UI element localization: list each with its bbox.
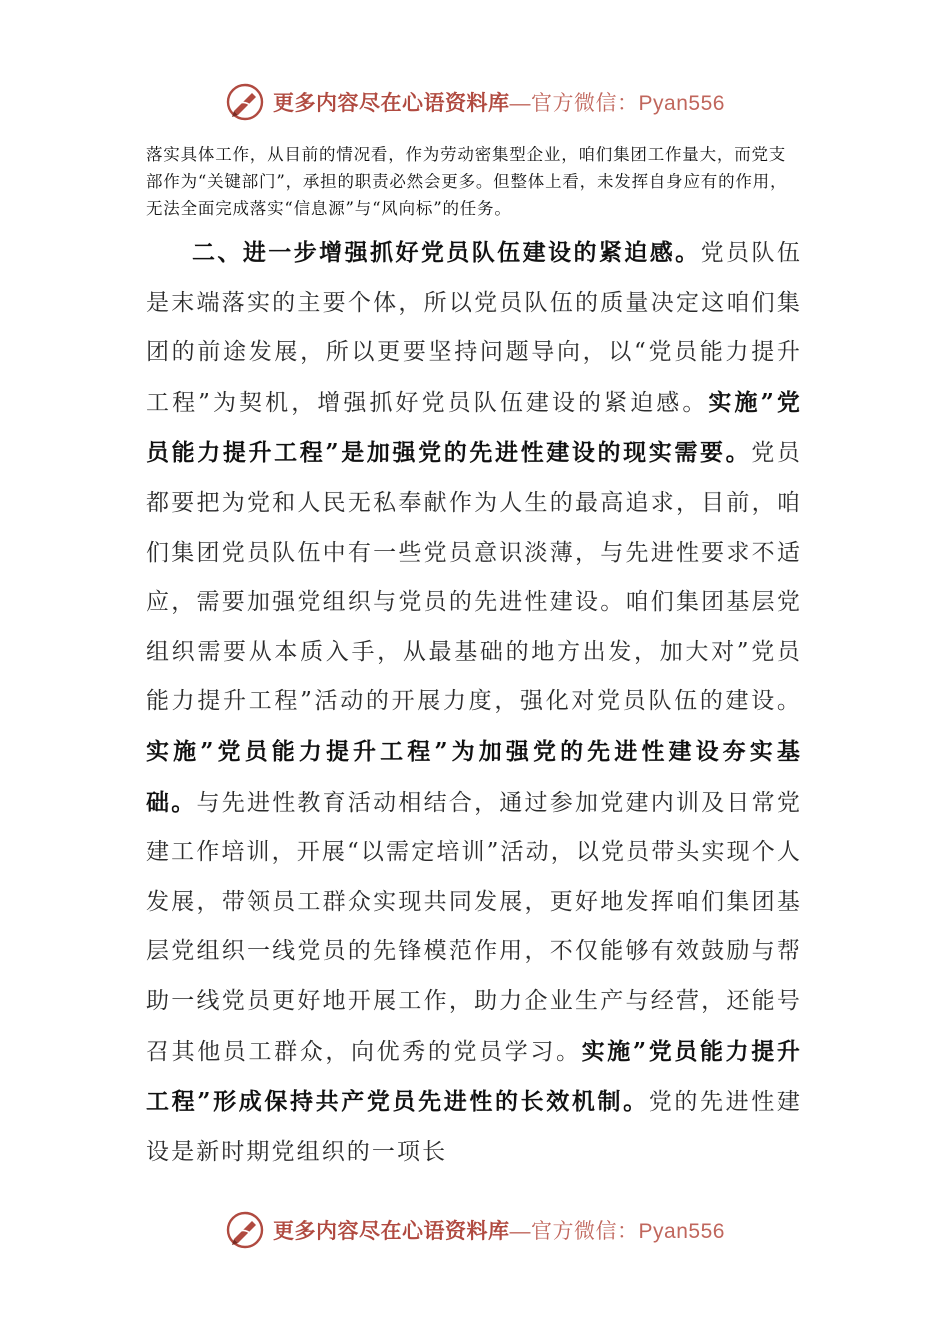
banner-site-text: 更多内容尽在心语资料库 <box>273 1218 510 1243</box>
banner-text <box>273 87 725 117</box>
document-body <box>146 228 802 1177</box>
body-text-1: 党员队伍是末端落实的主要个体，所以党员队伍的质量决定这咱们集团的前途发展，所以更要坚持问题导向，以“党员能力提升工程”为契机，增强抓好党员队伍建设的紧迫感。 <box>146 240 802 416</box>
bold-statement-3: 实施”党员能力提升工程”形成保持共产党员先进性的长效机制。 <box>146 1037 802 1116</box>
banner-contact-text: —官方微信：Pyan556 <box>509 92 725 115</box>
pen-logo-icon <box>225 82 265 122</box>
header-banner <box>0 80 950 124</box>
banner-contact-text: —官方微信：Pyan556 <box>509 1220 725 1243</box>
banner-text <box>273 1215 725 1245</box>
bold-statement-1: 实施”党员能力提升工程”是加强党的先进性建设的现实需要。 <box>146 388 802 467</box>
section-heading: 二、进一步增强抓好党员队伍建设的紧迫感。 <box>192 239 701 266</box>
body-text-3: 与先进性教育活动相结合，通过参加党建内训及日常党建工作培训，开展“以需定培训”活动，以党员带头实现个人发展，带领员工群众实现共同发展，更好地发挥咱们集团基层党组织一线党员的先锋模范作用，不仅能够有效鼓励与帮助一线党员更好地开展工作，助力企业生产与经营，还能号召其他员工群众，向优秀的党员学习。 <box>146 789 803 1065</box>
intro-text: 落实具体工作，从目前的情况看，作为劳动密集型企业，咱们集团工作量大，而党支部作为“关键部门”，承担的职责必然会更多。但整体上看，未发挥自身应有的作用，无法全面完成落实“信息源”与“风向标”的任务。 <box>146 145 788 218</box>
body-text-2: 党员都要把为党和人民无私奉献作为人生的最高追求，目前，咱们集团党员队伍中有一些党员意识淡薄，与先进性要求不适应，需要加强党组织与党员的先进性建设。咱们集团基层党组织需要从本质入手，从最基础的地方出发，加大对”党员能力提升工程”活动的开展力度，强化对党员队伍的建设。 <box>146 440 802 715</box>
bold-statement-2: 实施”党员能力提升工程”为加强党的先进性建设夯实基础。 <box>146 737 802 816</box>
banner-site-text: 更多内容尽在心语资料库 <box>273 90 510 115</box>
body-text-4: 党的先进性建设是新时期党组织的一项长 <box>146 1089 802 1165</box>
section-paragraph <box>146 228 802 1177</box>
footer-banner <box>0 1208 950 1252</box>
intro-paragraph <box>146 141 802 222</box>
pen-logo-icon <box>225 1210 265 1250</box>
